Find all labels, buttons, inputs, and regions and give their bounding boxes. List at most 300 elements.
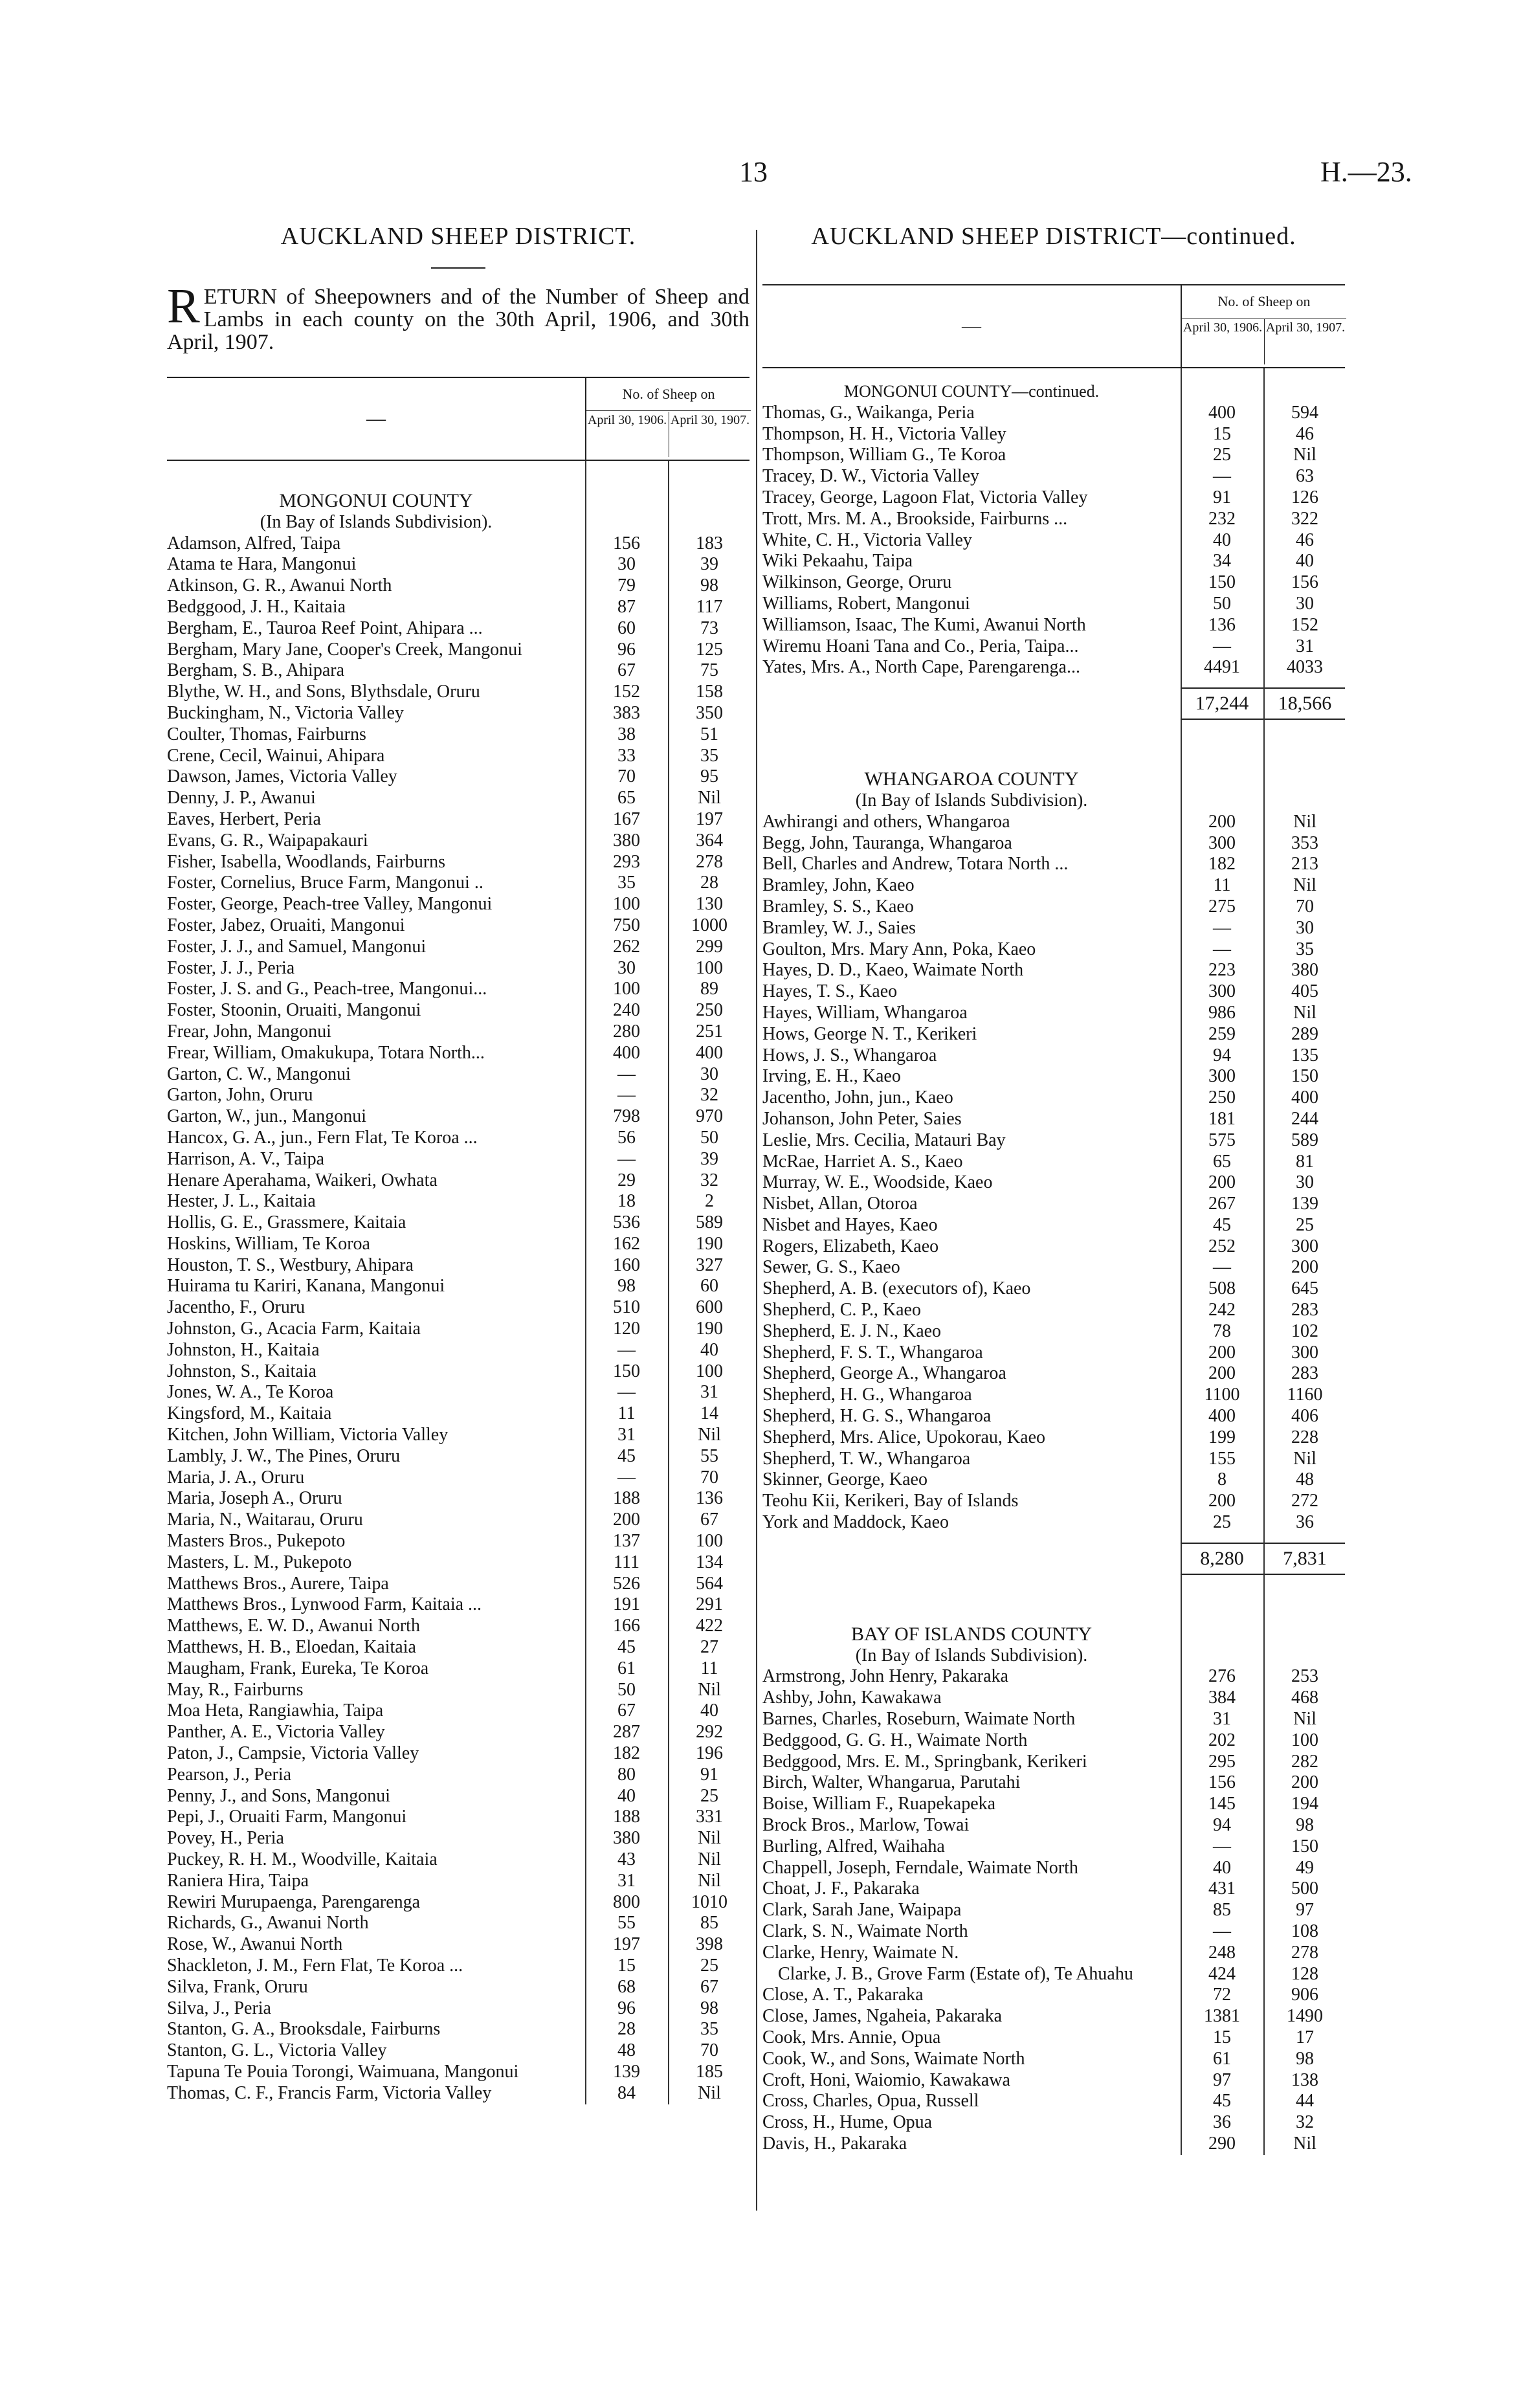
sheep-1907: 30 <box>700 1064 718 1084</box>
table-row <box>167 809 749 831</box>
sheep-1907: 39 <box>700 1148 718 1169</box>
table-row <box>762 897 1345 918</box>
sheep-1907: 50 <box>700 1127 718 1148</box>
table-row <box>167 533 749 555</box>
table-row <box>762 2006 1345 2027</box>
right-column <box>762 217 1345 2155</box>
owner-name: Sewer, G. S., Kaeo <box>762 1257 900 1278</box>
sheep-1907: 17 <box>1296 2027 1314 2047</box>
owner-name: Pepi, J., Oruaiti Farm, Mangonui <box>167 1807 407 1827</box>
sheep-1907: Nil <box>1293 1002 1316 1023</box>
sheep-1906: 181 <box>1208 1108 1236 1129</box>
sheep-1906: 94 <box>1213 1045 1231 1065</box>
sheep-1907: 283 <box>1291 1300 1318 1321</box>
sheep-1907: 1010 <box>691 1891 727 1912</box>
owner-name: Johnston, S., Kaitaia <box>167 1361 316 1381</box>
sheep-1906: 167 <box>613 808 640 829</box>
sheep-1906: 431 <box>1208 1878 1236 1899</box>
total-1906: 17,244 <box>1181 687 1263 720</box>
table-row <box>762 1257 1345 1278</box>
sheep-1907: 128 <box>1291 1963 1318 1984</box>
table-row <box>762 403 1345 424</box>
sheep-1907: 70 <box>1296 896 1314 917</box>
sheep-1906: 55 <box>617 1913 636 1934</box>
owner-name: Hancox, G. A., jun., Fern Flat, Te Koroa ... <box>167 1127 478 1148</box>
sheep-1907: 98 <box>700 575 718 596</box>
sheep-1906: 182 <box>613 1743 640 1764</box>
sheep-1907: 30 <box>1296 1172 1314 1193</box>
sheep-1907: 500 <box>1291 1878 1318 1899</box>
sheep-1907: 48 <box>1296 1469 1314 1490</box>
owner-name: Matthews, E. W. D., Awanui North <box>167 1616 420 1636</box>
sheep-1907: 1000 <box>691 915 727 935</box>
owner-name: Povey, H., Peria <box>167 1828 284 1849</box>
table-row <box>167 1446 749 1467</box>
sheep-1907: Nil <box>1293 1709 1316 1730</box>
sheep-1907: 35 <box>700 745 718 766</box>
right-table <box>762 368 1345 2155</box>
sheep-1907: 100 <box>1291 1730 1318 1750</box>
table-row <box>762 636 1345 658</box>
table-row <box>167 1297 749 1319</box>
sheep-1906: 25 <box>1213 1512 1231 1533</box>
sheep-1907: Nil <box>1293 2133 1316 2154</box>
owner-name: Foster, J. J., and Samuel, Mangonui <box>167 936 427 957</box>
table-row <box>762 445 1345 466</box>
table-row <box>762 1730 1345 1752</box>
sheep-1906: 96 <box>617 639 636 660</box>
name-column-header: — <box>366 408 386 429</box>
owner-name: Burling, Alfred, Waihaha <box>762 1836 945 1856</box>
sheep-1907: 322 <box>1291 508 1318 529</box>
table-row <box>762 1878 1345 1900</box>
sheep-1906: 262 <box>613 936 640 957</box>
sheep-1906: — <box>617 1339 636 1360</box>
total-1907: 7,831 <box>1265 1543 1345 1575</box>
table-row <box>167 1234 749 1255</box>
sheep-1907: 200 <box>1291 1257 1318 1278</box>
sheep-1907: 278 <box>1291 1942 1318 1963</box>
county-heading: WHANGAROA COUNTY <box>864 768 1079 790</box>
owner-name: Matthews Bros., Lynwood Farm, Kaitaia ... <box>167 1594 482 1615</box>
sheep-1907: 126 <box>1291 487 1318 507</box>
sheep-1907: 40 <box>700 1700 718 1721</box>
sheep-1907: 31 <box>700 1382 718 1403</box>
sheep-1907: 400 <box>696 1042 723 1063</box>
sheep-1907: 55 <box>700 1445 718 1466</box>
sheep-1907: 2 <box>705 1191 714 1212</box>
sheep-1906: 199 <box>1208 1427 1236 1447</box>
table-row <box>762 1709 1345 1730</box>
sheep-1907: 25 <box>700 1785 718 1806</box>
table-row <box>762 1003 1345 1024</box>
owner-name: Shepherd, T. W., Whangaroa <box>762 1448 971 1469</box>
owner-name: Houston, T. S., Westbury, Ahipara <box>167 1254 414 1275</box>
sheep-1906: 145 <box>1208 1794 1236 1814</box>
table-row <box>762 1300 1345 1321</box>
table-row <box>167 1998 749 2020</box>
owner-name: Kingsford, M., Kaitaia <box>167 1403 332 1424</box>
sheep-1906: 11 <box>617 1403 636 1424</box>
owner-name: Tracey, D. W., Victoria Valley <box>762 466 980 487</box>
sheep-1906: 91 <box>1213 487 1231 507</box>
table-row <box>762 1321 1345 1343</box>
sheep-count-title: No. of Sheep on <box>586 378 751 411</box>
sheep-1907: 405 <box>1291 981 1318 1002</box>
table-row <box>762 1985 1345 2006</box>
sheep-1907: 46 <box>1296 423 1314 444</box>
owner-name: Paton, J., Campsie, Victoria Valley <box>167 1743 419 1764</box>
sheep-1907: 138 <box>1291 2069 1318 2090</box>
sheep-1907: Nil <box>698 1828 721 1849</box>
sheep-1907: 40 <box>1296 551 1314 572</box>
sheep-1907: 1490 <box>1287 2006 1323 2027</box>
sheep-1907: 135 <box>1291 1045 1318 1065</box>
table-row <box>167 1722 749 1743</box>
owner-name: Maugham, Frank, Eureka, Te Koroa <box>167 1658 429 1678</box>
owner-name: Shackleton, J. M., Fern Flat, Te Koroa ... <box>167 1955 463 1976</box>
table-row <box>167 1956 749 1977</box>
table-row <box>167 1977 749 1998</box>
owner-name: Cook, Mrs. Annie, Opua <box>762 2027 941 2047</box>
owner-name: Evans, G. R., Waipapakauri <box>167 830 368 851</box>
owner-name: Cross, H., Hume, Opua <box>762 2112 933 2133</box>
table-row <box>762 1343 1345 1364</box>
owner-name: Bergham, E., Tauroa Reef Point, Ahipara ... <box>167 618 483 638</box>
table-row <box>167 1531 749 1552</box>
table-row <box>762 918 1345 939</box>
sheep-1907: Nil <box>698 1870 721 1891</box>
owner-name: Armstrong, John Henry, Pakaraka <box>762 1666 1008 1687</box>
mongonui-table <box>167 461 749 2104</box>
owner-name: Jacentho, F., Oruru <box>167 1297 305 1318</box>
sheep-1906: 100 <box>613 894 640 915</box>
owner-name: Brock Bros., Marlow, Towai <box>762 1815 970 1836</box>
owner-name: Hows, George N. T., Kerikeri <box>762 1023 977 1044</box>
sheep-1906: 65 <box>617 788 636 808</box>
sheep-1907: 139 <box>1291 1194 1318 1214</box>
sheep-1907: 190 <box>696 1233 723 1254</box>
table-row <box>167 1191 749 1212</box>
table-row <box>167 1637 749 1658</box>
sheep-1907: 970 <box>696 1106 723 1127</box>
owner-name: Stanton, G. L., Victoria Valley <box>167 2040 387 2061</box>
name-column-header: — <box>962 315 981 337</box>
table-row <box>167 1361 749 1383</box>
table-row <box>762 657 1345 678</box>
table-row <box>762 1491 1345 1512</box>
table-row <box>167 1658 749 1680</box>
owner-name: Crene, Cecil, Wainui, Ahipara <box>167 745 385 766</box>
sheep-1907: 28 <box>700 873 718 893</box>
sheep-1906: 575 <box>1208 1130 1236 1150</box>
table-row <box>167 1488 749 1510</box>
owner-name: Teohu Kii, Kerikeri, Bay of Islands <box>762 1491 1019 1511</box>
sheep-1906: 202 <box>1208 1730 1236 1750</box>
owner-name: Denny, J. P., Awanui <box>167 788 316 808</box>
sheep-1907: 95 <box>700 766 718 787</box>
owner-name: Shepherd, H. G., Whangaroa <box>762 1385 972 1405</box>
owner-name: Bergham, S. B., Ahipara <box>167 660 345 681</box>
table-row <box>167 1319 749 1340</box>
sheep-1906: 155 <box>1208 1448 1236 1469</box>
owner-name: Ashby, John, Kawakawa <box>762 1688 942 1708</box>
sheep-1906: — <box>1213 636 1231 656</box>
sheep-1907: 380 <box>1291 960 1318 981</box>
sheep-1907: 190 <box>696 1319 723 1339</box>
table-row <box>167 1340 749 1361</box>
total-1907: 18,566 <box>1265 687 1345 720</box>
subdivision-label: (In Bay of Islands Subdivision). <box>855 790 1088 810</box>
sheep-1907: 91 <box>700 1764 718 1785</box>
sheep-1906: 43 <box>617 1849 636 1869</box>
sheep-1907: 331 <box>696 1807 723 1827</box>
owner-name: Birch, Walter, Whangarua, Parutahi <box>762 1772 1021 1793</box>
owner-name: Cook, W., and Sons, Waimate North <box>762 2048 1025 2069</box>
sheep-1907: 81 <box>1296 1151 1314 1172</box>
table-row <box>167 915 749 937</box>
table-row <box>762 1512 1345 1533</box>
owner-name: Moa Heta, Rangiawhia, Taipa <box>167 1700 384 1721</box>
table-header <box>762 284 1345 368</box>
intro-paragraph <box>167 279 749 354</box>
sheep-1906: 162 <box>613 1233 640 1254</box>
table-row <box>762 2134 1345 2155</box>
county-heading: BAY OF ISLANDS COUNTY <box>851 1623 1092 1645</box>
sheep-1907: 350 <box>696 702 723 723</box>
sheep-1906: 78 <box>1213 1321 1231 1341</box>
owner-name: Shepherd, H. G. S., Whangaroa <box>762 1406 992 1427</box>
sheep-1906: 200 <box>613 1510 640 1530</box>
owner-name: Clark, S. N., Waimate North <box>762 1921 968 1941</box>
owner-name: Begg, John, Tauranga, Whangaroa <box>762 832 1012 853</box>
table-row <box>167 873 749 894</box>
sheep-1906: 67 <box>617 1700 636 1721</box>
district-heading-continued: AUCKLAND SHEEP DISTRICT—continued. <box>811 223 1296 250</box>
sheep-1906: 223 <box>1208 960 1236 981</box>
owner-name: Blythe, W. H., and Sons, Blythsdale, Oruru <box>167 682 480 702</box>
sheep-1906: 11 <box>1213 875 1231 896</box>
sheep-1906: — <box>1213 939 1231 959</box>
owner-name: Buckingham, N., Victoria Valley <box>167 702 404 723</box>
table-row <box>167 1574 749 1595</box>
sheep-1907: 136 <box>696 1488 723 1509</box>
table-row <box>167 1594 749 1616</box>
owner-name: Hayes, D. D., Kaeo, Waimate North <box>762 960 1024 981</box>
sheep-1907: 282 <box>1291 1751 1318 1772</box>
owner-name: Williamson, Isaac, The Kumi, Awanui North <box>762 614 1086 635</box>
table-row <box>762 1087 1345 1109</box>
table-row <box>762 487 1345 509</box>
owner-name: Jones, W. A., Te Koroa <box>167 1382 334 1403</box>
table-row <box>167 1743 749 1765</box>
sheep-1906: 139 <box>613 2061 640 2082</box>
table-row <box>167 958 749 979</box>
owner-name: White, C. H., Victoria Valley <box>762 530 972 550</box>
owner-name: Lambly, J. W., The Pines, Oruru <box>167 1445 401 1466</box>
table-row <box>167 2040 749 2062</box>
subdivision-label: (In Bay of Islands Subdivision). <box>260 511 493 532</box>
owner-name: Bergham, Mary Jane, Cooper's Creek, Mangonui <box>167 639 522 660</box>
sheep-1907: 46 <box>1296 530 1314 550</box>
sheep-1906: 15 <box>1213 2027 1231 2047</box>
owner-name: Foster, Cornelius, Bruce Farm, Mangonui .. <box>167 873 483 893</box>
sheep-1907: 32 <box>700 1085 718 1106</box>
table-row <box>762 466 1345 487</box>
sheep-1906: 200 <box>1208 1342 1236 1363</box>
sheep-1906: — <box>1213 1921 1231 1941</box>
sheep-1907: 1160 <box>1287 1385 1323 1405</box>
sheep-1907: 27 <box>700 1637 718 1658</box>
sheep-1907: 291 <box>696 1594 723 1615</box>
owner-name: Shepherd, Mrs. Alice, Upokorau, Kaeo <box>762 1427 1046 1447</box>
sheep-1906: 98 <box>617 1276 636 1297</box>
sheep-1906: 137 <box>613 1531 640 1552</box>
sheep-1907: 278 <box>696 851 723 872</box>
table-row <box>762 1194 1345 1215</box>
sheep-1907: 98 <box>700 1998 718 2018</box>
sheep-1907: 100 <box>696 1361 723 1381</box>
table-row <box>167 2062 749 2083</box>
sheep-1906: 79 <box>617 575 636 596</box>
owner-name: Maria, N., Waitarau, Oruru <box>167 1510 363 1530</box>
table-row <box>762 2049 1345 2070</box>
table-row <box>167 1064 749 1086</box>
owner-name: Huirama tu Kariri, Kanana, Mangonui <box>167 1276 445 1297</box>
table-row <box>167 852 749 873</box>
table-row <box>762 1427 1345 1449</box>
table-row <box>167 1467 749 1489</box>
table-row <box>167 1786 749 1807</box>
sheep-1906: — <box>1213 1257 1231 1278</box>
sheep-1907: 156 <box>1291 572 1318 593</box>
table-row <box>167 1000 749 1021</box>
sheep-1906: 33 <box>617 745 636 766</box>
table-row <box>762 2070 1345 2091</box>
owner-name: Trott, Mrs. M. A., Brookside, Fairburns ... <box>762 508 1068 529</box>
sheep-1907: 589 <box>1291 1130 1318 1150</box>
sheep-1906: — <box>1213 466 1231 487</box>
table-row <box>167 640 749 661</box>
sheep-1907: Nil <box>1293 875 1316 896</box>
sheep-1907: 406 <box>1291 1406 1318 1427</box>
sheep-1907: 158 <box>696 682 723 702</box>
sheep-1906: 508 <box>1208 1278 1236 1299</box>
sheep-1906: 8 <box>1217 1469 1227 1490</box>
owner-name: Garton, John, Oruru <box>167 1085 313 1106</box>
sheep-1907: Nil <box>1293 445 1316 465</box>
table-row <box>167 1828 749 1849</box>
owner-name: Raniera Hira, Taipa <box>167 1870 309 1891</box>
sheep-1907: 300 <box>1291 1236 1318 1256</box>
table-row <box>167 1892 749 1913</box>
owner-name: Croft, Honi, Waiomio, Kawakawa <box>762 2069 1010 2090</box>
sheep-1906: 166 <box>613 1616 640 1636</box>
year-1906-header: April 30, 1906. <box>587 413 667 427</box>
owner-name: Garton, W., jun., Mangonui <box>167 1106 366 1127</box>
sheep-1907: 32 <box>1296 2112 1314 2133</box>
owner-name: Wiremu Hoani Tana and Co., Peria, Taipa... <box>762 636 1079 656</box>
owner-name: Rewiri Murupaenga, Parengarenga <box>167 1891 421 1912</box>
owner-name: Dawson, James, Victoria Valley <box>167 766 397 787</box>
table-row <box>167 766 749 788</box>
sheep-1906: 45 <box>617 1637 636 1658</box>
owner-name: Tracey, George, Lagoon Flat, Victoria Valley <box>762 487 1088 507</box>
sheep-1906: 45 <box>1213 1214 1231 1235</box>
sheep-1906: 380 <box>613 1828 640 1849</box>
owner-name: Atama te Hara, Mangonui <box>167 554 357 575</box>
table-row <box>762 1045 1345 1067</box>
sheep-1906: 1381 <box>1204 2006 1240 2027</box>
owner-name: Bramley, W. J., Saies <box>762 917 916 938</box>
sheep-1907: 30 <box>1296 917 1314 938</box>
owner-name: Williams, Robert, Mangonui <box>762 593 970 614</box>
table-row <box>167 1913 749 1934</box>
sheep-1907: 25 <box>1296 1214 1314 1235</box>
sheep-1906: 188 <box>613 1488 640 1509</box>
sheep-1906: 50 <box>1213 593 1231 614</box>
sheep-1906: 295 <box>1208 1751 1236 1772</box>
sheep-1906: 38 <box>617 724 636 744</box>
owner-name: Adamson, Alfred, Taipa <box>167 533 341 553</box>
sheep-1907: 564 <box>696 1573 723 1594</box>
table-row <box>167 1382 749 1403</box>
owner-name: Wiki Pekaahu, Taipa <box>762 551 913 572</box>
sheep-1906: 34 <box>1213 551 1231 572</box>
sheep-1906: 152 <box>613 682 640 702</box>
table-header <box>167 377 749 461</box>
sheep-1906: — <box>617 1382 636 1403</box>
sheep-1907: 60 <box>700 1276 718 1297</box>
sheep-1906: 61 <box>617 1658 636 1678</box>
table-row <box>762 1215 1345 1236</box>
owner-name: Foster, Stoonin, Oruaiti, Mangonui <box>167 1000 421 1021</box>
owner-name: Shepherd, C. P., Kaeo <box>762 1300 921 1321</box>
sheep-1907: 292 <box>696 1722 723 1743</box>
sheep-1907: 197 <box>696 808 723 829</box>
page-number: 13 <box>739 156 768 188</box>
sheep-1907: 400 <box>1291 1087 1318 1108</box>
sheep-1906: 293 <box>613 851 640 872</box>
sheep-1906: 300 <box>1208 832 1236 853</box>
table-row <box>167 831 749 852</box>
sheep-1906: 30 <box>617 554 636 575</box>
sheep-1907: 30 <box>1296 593 1314 614</box>
table-row <box>762 2027 1345 2049</box>
sheep-1907: 200 <box>1291 1772 1318 1793</box>
sheep-1906: 15 <box>1213 423 1231 444</box>
sheep-1907: 63 <box>1296 466 1314 487</box>
owner-name: Hayes, T. S., Kaeo <box>762 981 898 1002</box>
sheep-1906: 1100 <box>1204 1385 1240 1405</box>
table-row <box>167 894 749 915</box>
sheep-1907: 228 <box>1291 1427 1318 1447</box>
table-row <box>167 1871 749 1892</box>
owner-name: Goulton, Mrs. Mary Ann, Poka, Kaeo <box>762 939 1036 959</box>
sheep-1906: 400 <box>1208 1406 1236 1427</box>
sheep-1906: 383 <box>613 702 640 723</box>
sheep-1906: 259 <box>1208 1023 1236 1044</box>
sheep-1907: 253 <box>1291 1666 1318 1687</box>
table-row <box>762 530 1345 552</box>
owner-name: Boise, William F., Ruapekapeka <box>762 1794 996 1814</box>
owner-name: Shepherd, George A., Whangaroa <box>762 1363 1006 1384</box>
owner-name: York and Maddock, Kaeo <box>762 1512 949 1533</box>
owner-name: Bedggood, G. G. H., Waimate North <box>762 1730 1028 1750</box>
sheep-1906: 536 <box>613 1212 640 1233</box>
sheep-1907: 600 <box>696 1297 723 1318</box>
sheep-1906: 384 <box>1208 1688 1236 1708</box>
